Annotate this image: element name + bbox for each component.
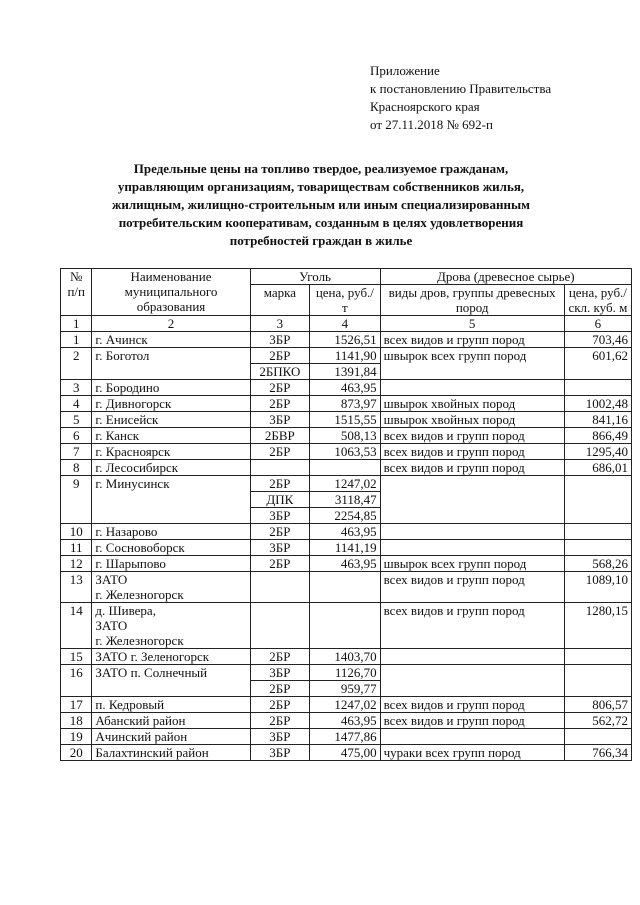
- header-wood: Дрова (древесное сырье): [380, 269, 631, 285]
- municipality-name: [92, 556, 250, 572]
- header-coal-price: цена, руб./т: [310, 285, 380, 316]
- row-number: 16: [61, 665, 92, 697]
- municipality-name-line: г. Боготол: [95, 348, 150, 363]
- municipality-name: [92, 649, 250, 665]
- row-number: 20: [61, 745, 92, 761]
- municipality-name-line: г. Железногорск: [95, 633, 184, 648]
- coal-price: 3118,47: [310, 492, 380, 508]
- coal-grade: 2БР: [250, 396, 310, 412]
- coal-grade: 2БР: [250, 681, 310, 697]
- wood-type: [380, 380, 564, 396]
- row-number: 15: [61, 649, 92, 665]
- wood-price: [564, 540, 631, 556]
- row-number: 8: [61, 460, 92, 476]
- row-number: 5: [61, 412, 92, 428]
- table-row: [61, 348, 632, 364]
- municipality-name: [92, 396, 250, 412]
- coal-grade: 2БР: [250, 380, 310, 396]
- row-number: 18: [61, 713, 92, 729]
- appendix-line: от 27.11.2018 № 692-п: [370, 117, 493, 132]
- wood-price: 1295,40: [564, 444, 631, 460]
- municipality-name-line: г. Красноярск: [95, 444, 171, 459]
- coal-price: 1141,90: [310, 348, 380, 364]
- title-line: жилищным, жилищно-строительным или иным специализированным: [111, 197, 531, 212]
- wood-price: 686,01: [564, 460, 631, 476]
- coal-price: 1403,70: [310, 649, 380, 665]
- municipality-name-line: п. Кедровый: [95, 697, 165, 712]
- table-row: [61, 524, 632, 540]
- header-name: Наименование муниципального образования: [92, 269, 250, 316]
- header-coal-grade: марка: [250, 285, 310, 316]
- municipality-name: [92, 524, 250, 540]
- wood-type: [380, 729, 564, 745]
- table-row: [61, 713, 632, 729]
- coal-price: 1247,02: [310, 697, 380, 713]
- municipality-name-line: ЗАТО г. Зеленогорск: [95, 649, 210, 664]
- table-row: [61, 460, 632, 476]
- coal-grade: 3БР: [250, 412, 310, 428]
- municipality-name-line: ЗАТО: [95, 572, 128, 587]
- municipality-name-line: г. Сосновоборск: [95, 540, 185, 555]
- municipality-name-line: г. Ачинск: [95, 332, 148, 347]
- coal-price: [310, 572, 380, 603]
- coal-grade: 2БР: [250, 348, 310, 364]
- row-number: 3: [61, 380, 92, 396]
- municipality-name: [92, 697, 250, 713]
- coal-grade: 2БР: [250, 556, 310, 572]
- municipality-name-line: г. Лесосибирск: [95, 460, 179, 475]
- coal-grade: 2БР: [250, 476, 310, 492]
- wood-type: [380, 524, 564, 540]
- municipality-name: [92, 444, 250, 460]
- wood-type: всех видов и групп пород: [380, 572, 564, 603]
- coal-grade: 2БР: [250, 697, 310, 713]
- municipality-name-line: г. Минусинск: [95, 476, 170, 491]
- wood-type: [380, 649, 564, 665]
- municipality-name: [92, 348, 250, 380]
- row-number: 11: [61, 540, 92, 556]
- coal-grade: 2БВР: [250, 428, 310, 444]
- header-coal: Уголь: [250, 269, 380, 285]
- table-row: [61, 380, 632, 396]
- wood-type: всех видов и групп пород: [380, 332, 564, 348]
- table-row: [61, 332, 632, 348]
- coal-price: 1126,70: [310, 665, 380, 681]
- coal-grade: 3БР: [250, 540, 310, 556]
- coal-price: 463,95: [310, 380, 380, 396]
- column-number: 2: [92, 316, 250, 332]
- title-line: Предельные цены на топливо твердое, реализуемое гражданам,: [133, 161, 509, 176]
- coal-grade: 3БР: [250, 332, 310, 348]
- table-row: [61, 665, 632, 681]
- wood-type: всех видов и групп пород: [380, 603, 564, 649]
- coal-price: [310, 603, 380, 649]
- coal-price: 463,95: [310, 524, 380, 540]
- wood-price: [564, 649, 631, 665]
- wood-price: [564, 476, 631, 524]
- wood-price: [564, 729, 631, 745]
- municipality-name-line: д. Шивера,: [95, 603, 156, 618]
- table-row: [61, 697, 632, 713]
- municipality-name: [92, 380, 250, 396]
- municipality-name-line: г. Бородино: [95, 380, 160, 395]
- table-row: [61, 396, 632, 412]
- column-number: 6: [564, 316, 631, 332]
- municipality-name-line: г. Канск: [95, 428, 140, 443]
- row-number: 12: [61, 556, 92, 572]
- appendix-block: [370, 62, 551, 134]
- municipality-name: [92, 729, 250, 745]
- coal-grade: 3БР: [250, 745, 310, 761]
- municipality-name: [92, 460, 250, 476]
- table-row: [61, 603, 632, 649]
- column-number: 4: [310, 316, 380, 332]
- coal-grade: [250, 460, 310, 476]
- table-row: [61, 540, 632, 556]
- wood-price: [564, 524, 631, 540]
- table-row: [61, 556, 632, 572]
- coal-price: [310, 460, 380, 476]
- wood-type: всех видов и групп пород: [380, 697, 564, 713]
- coal-price: 463,95: [310, 556, 380, 572]
- document-title: [56, 160, 586, 250]
- table-row: [61, 444, 632, 460]
- wood-price: [564, 380, 631, 396]
- appendix-line: Приложение: [370, 63, 440, 78]
- wood-price: [564, 665, 631, 697]
- coal-grade: [250, 572, 310, 603]
- column-number: 3: [250, 316, 310, 332]
- municipality-name: [92, 428, 250, 444]
- row-number: 2: [61, 348, 92, 380]
- wood-type: всех видов и групп пород: [380, 444, 564, 460]
- coal-price: 1391,84: [310, 364, 380, 380]
- row-number: 17: [61, 697, 92, 713]
- municipality-name: [92, 665, 250, 697]
- wood-price: 866,49: [564, 428, 631, 444]
- coal-grade: 2БР: [250, 713, 310, 729]
- wood-price: 841,16: [564, 412, 631, 428]
- municipality-name-line: Ачинский район: [95, 729, 188, 744]
- coal-grade: [250, 603, 310, 649]
- wood-price: 568,26: [564, 556, 631, 572]
- wood-price: 766,34: [564, 745, 631, 761]
- coal-grade: 3БР: [250, 665, 310, 681]
- wood-price: 601,62: [564, 348, 631, 380]
- header-wood-price: цена, руб./скл. куб. м: [564, 285, 631, 316]
- row-number: 9: [61, 476, 92, 524]
- coal-grade: ДПК: [250, 492, 310, 508]
- municipality-name-line: ЗАТО: [95, 618, 128, 633]
- table-row: [61, 572, 632, 603]
- wood-type: всех видов и групп пород: [380, 428, 564, 444]
- municipality-name-line: г. Шарыпово: [95, 556, 166, 571]
- coal-price: 959,77: [310, 681, 380, 697]
- row-number: 1: [61, 332, 92, 348]
- coal-price: 873,97: [310, 396, 380, 412]
- table-row: [61, 745, 632, 761]
- coal-grade: 2БПКО: [250, 364, 310, 380]
- table-row: [61, 649, 632, 665]
- row-number: 10: [61, 524, 92, 540]
- municipality-name: [92, 332, 250, 348]
- wood-price: 806,57: [564, 697, 631, 713]
- wood-price: 562,72: [564, 713, 631, 729]
- municipality-name-line: г. Назарово: [95, 524, 158, 539]
- municipality-name: [92, 713, 250, 729]
- municipality-name: [92, 412, 250, 428]
- wood-price: 703,46: [564, 332, 631, 348]
- coal-price: 508,13: [310, 428, 380, 444]
- municipality-name-line: г. Железногорск: [95, 587, 184, 602]
- municipality-name: [92, 476, 250, 524]
- coal-price: 463,95: [310, 713, 380, 729]
- municipality-name-line: Балахтинский район: [95, 745, 209, 760]
- wood-type: [380, 665, 564, 697]
- table-row: [61, 412, 632, 428]
- table-row: [61, 428, 632, 444]
- municipality-name: [92, 745, 250, 761]
- municipality-name: [92, 540, 250, 556]
- wood-type: швырок всех групп пород: [380, 556, 564, 572]
- coal-price: 475,00: [310, 745, 380, 761]
- column-number: 1: [61, 316, 92, 332]
- coal-grade: 2БР: [250, 444, 310, 460]
- wood-price: 1002,48: [564, 396, 631, 412]
- coal-grade: 3БР: [250, 729, 310, 745]
- coal-price: 1526,51: [310, 332, 380, 348]
- wood-price: 1089,10: [564, 572, 631, 603]
- wood-type: швырок хвойных пород: [380, 412, 564, 428]
- header-num: № п/п: [61, 269, 92, 316]
- header-wood-types: виды дров, группы древесных пород: [380, 285, 564, 316]
- wood-type: чураки всех групп пород: [380, 745, 564, 761]
- wood-price: 1280,15: [564, 603, 631, 649]
- row-number: 13: [61, 572, 92, 603]
- municipality-name-line: Абанский район: [95, 713, 186, 728]
- municipality-name-line: ЗАТО п. Солнечный: [95, 665, 208, 680]
- row-number: 4: [61, 396, 92, 412]
- title-line: потребностей граждан в жилье: [229, 233, 413, 248]
- municipality-name: [92, 603, 250, 649]
- column-number: 5: [380, 316, 564, 332]
- wood-type: швырок хвойных пород: [380, 396, 564, 412]
- title-line: потребительским кооперативам, созданным в целях удовлетворения: [118, 215, 524, 230]
- wood-type: всех видов и групп пород: [380, 460, 564, 476]
- appendix-line: Красноярского края: [370, 99, 480, 114]
- wood-type: всех видов и групп пород: [380, 713, 564, 729]
- coal-price: 1247,02: [310, 476, 380, 492]
- table-row: [61, 476, 632, 492]
- coal-price: 1515,55: [310, 412, 380, 428]
- municipality-name-line: г. Енисейск: [95, 412, 159, 427]
- municipality-name: [92, 572, 250, 603]
- coal-grade: 2БР: [250, 524, 310, 540]
- wood-type: [380, 476, 564, 524]
- coal-grade: 3БР: [250, 508, 310, 524]
- coal-price: 2254,85: [310, 508, 380, 524]
- row-number: 7: [61, 444, 92, 460]
- table-row: [61, 729, 632, 745]
- municipality-name-line: г. Дивногорск: [95, 396, 172, 411]
- coal-price: 1477,86: [310, 729, 380, 745]
- row-number: 14: [61, 603, 92, 649]
- wood-type: [380, 540, 564, 556]
- row-number: 6: [61, 428, 92, 444]
- coal-price: 1141,19: [310, 540, 380, 556]
- price-table: [60, 268, 632, 761]
- coal-price: 1063,53: [310, 444, 380, 460]
- title-line: управляющим организациям, товариществам собственников жилья,: [117, 179, 525, 194]
- appendix-line: к постановлению Правительства: [370, 81, 552, 96]
- wood-type: швырок всех групп пород: [380, 348, 564, 380]
- row-number: 19: [61, 729, 92, 745]
- coal-grade: 2БР: [250, 649, 310, 665]
